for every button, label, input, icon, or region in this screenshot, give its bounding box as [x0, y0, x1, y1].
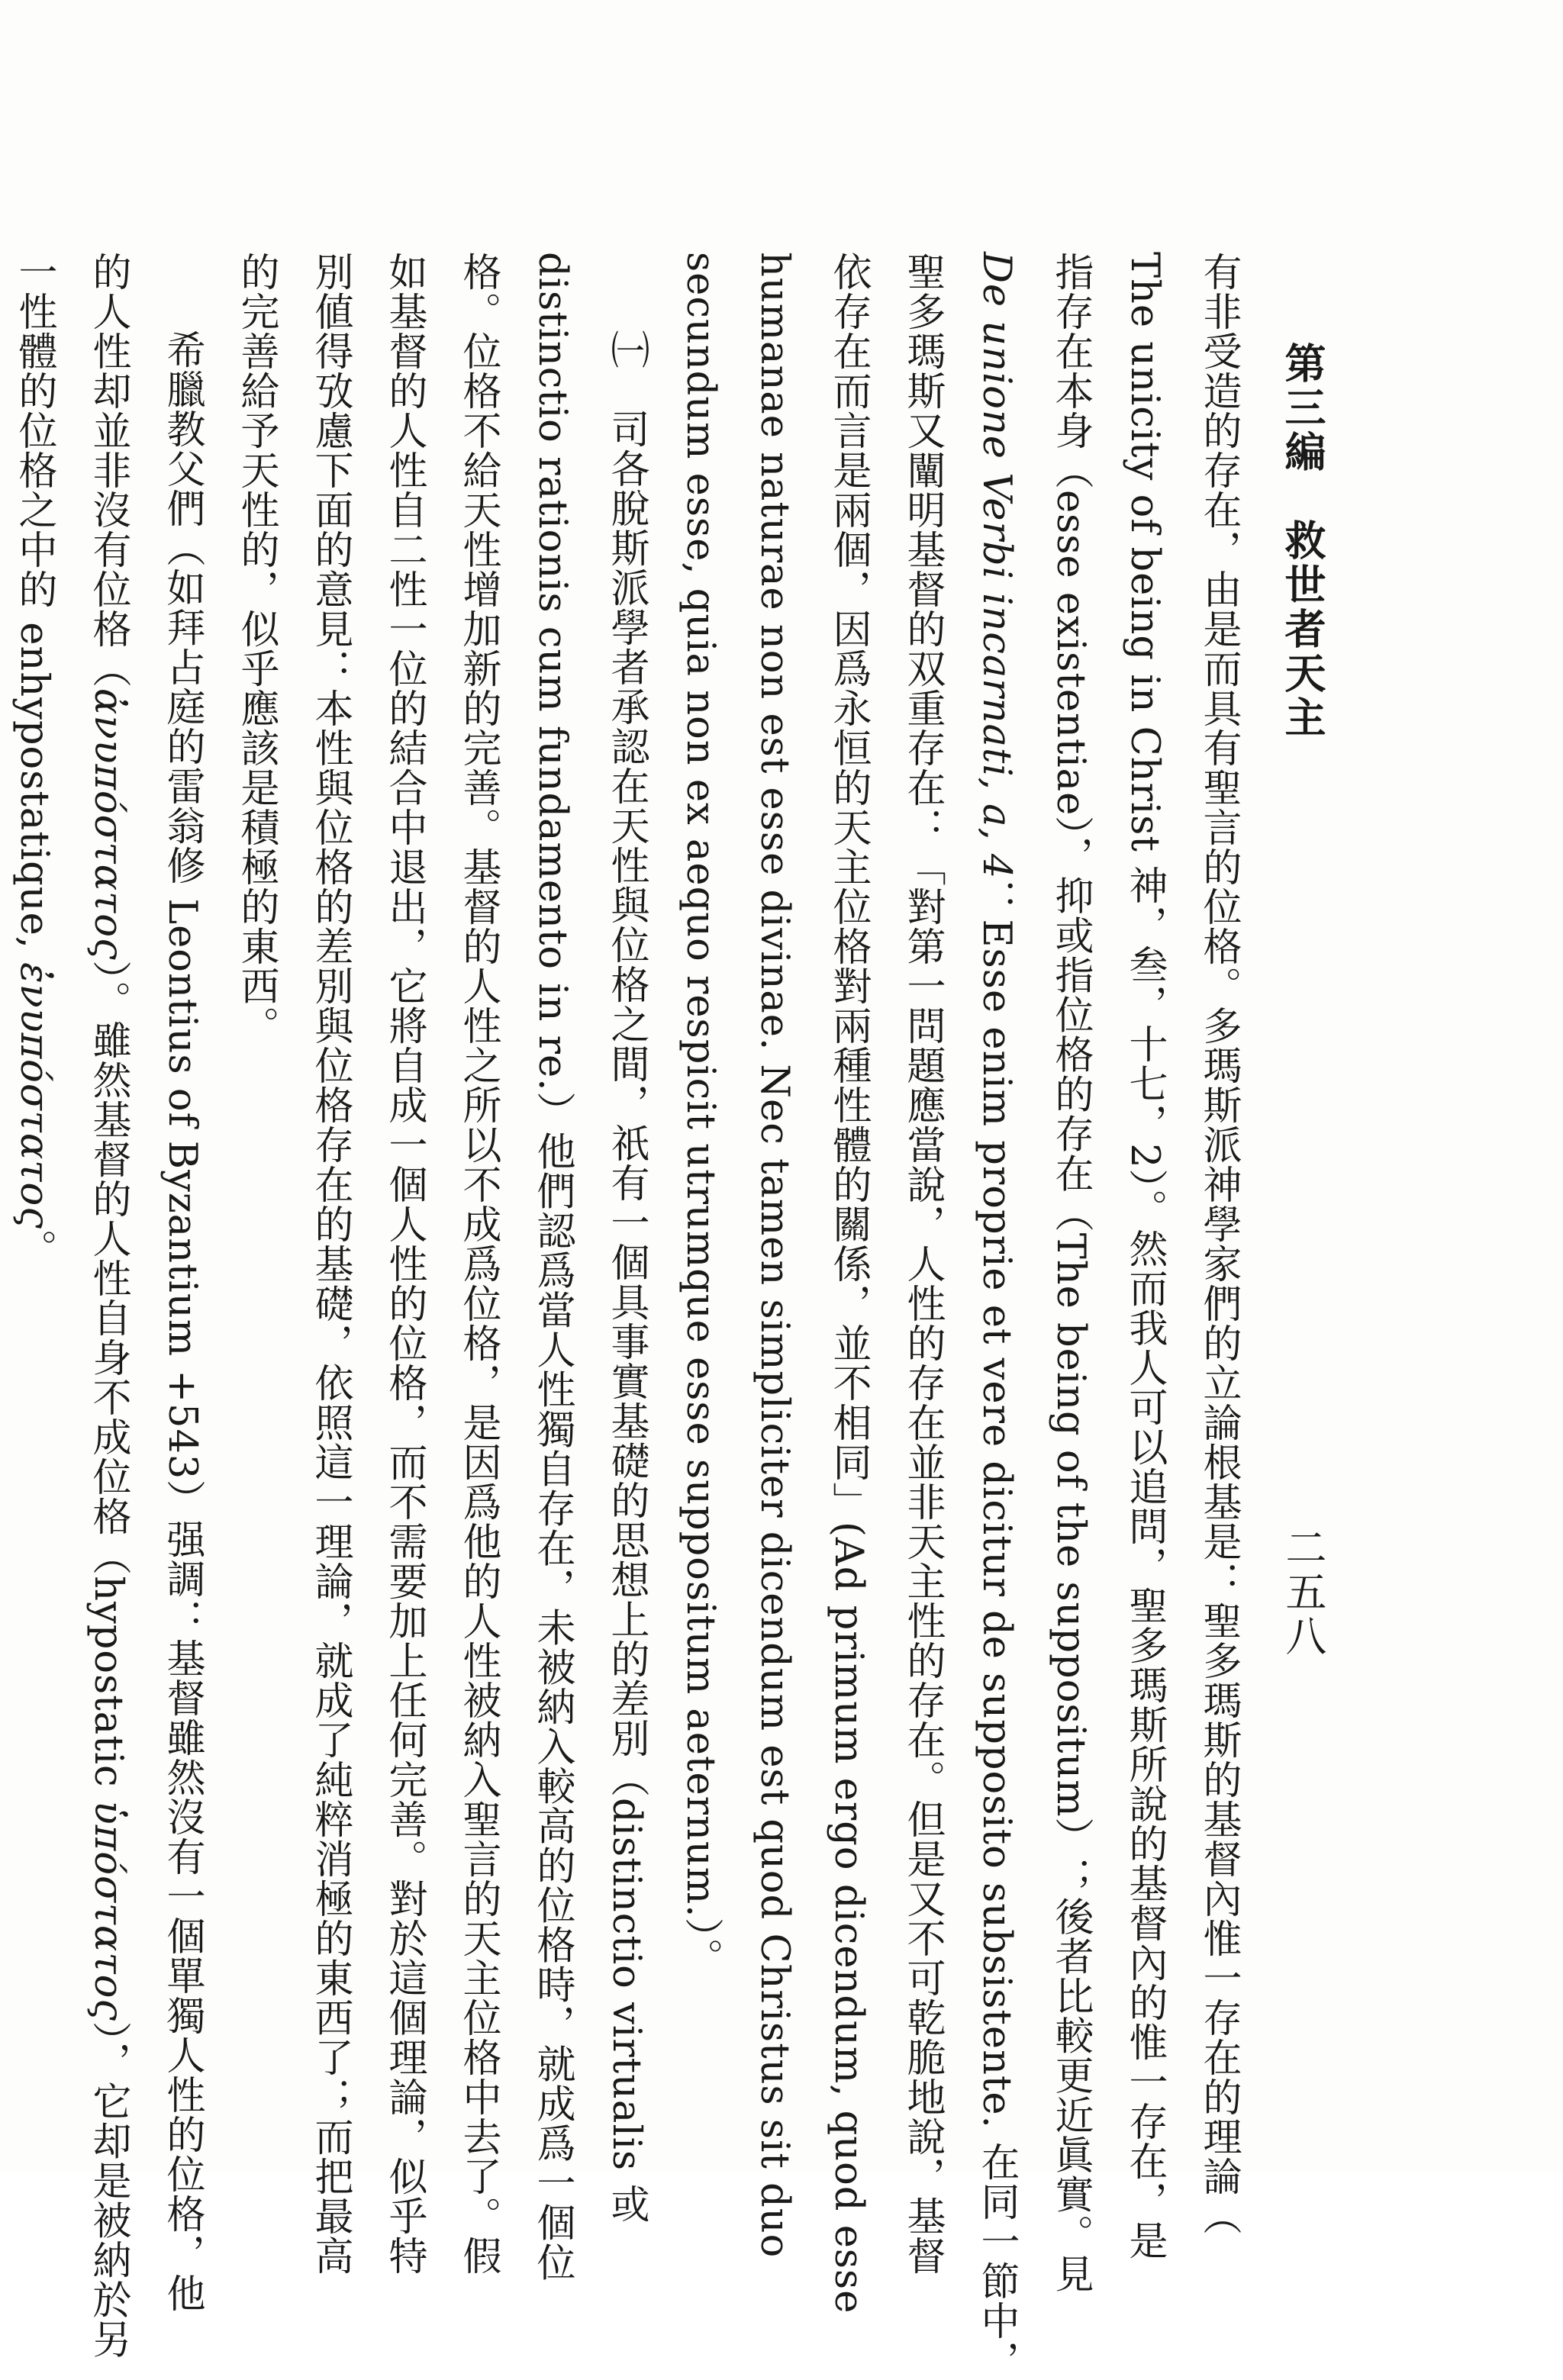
text-segment: humanae naturae non est esse divinae. Nec tamen simpliciter dicendum est quod Christus sit duo [752, 252, 797, 2259]
text-segment: ）。雖然基督的人性自身不成位格（hypostatic [85, 960, 131, 1801]
text-segment: 聖多瑪斯又闡明基督的双重存在：「對第一問題應當說，人性的存在並非天主性的存在。但是又不可乾脆地說，基督 [900, 252, 945, 2275]
text-column [737, 252, 811, 2259]
text-segment: distinctio rationis cum fundamento in re.）他們認爲當人性獨自存在，未被納入較高的位格時，就成爲一個位 [530, 252, 575, 2282]
text-column [367, 252, 441, 2275]
text-column [145, 252, 219, 2314]
text-segment: 指存在本身（esse existentiae），抑或指位格的存在（The being of the suppositum）；後者比較更近眞實。見 [1048, 252, 1093, 2294]
text-segment: 如基督的人性自二性一位的結合中退出，它將自成一個人性的位格，而不需要加上任何完善。對於這個理論，似乎特 [382, 252, 427, 2275]
text-segment: 一性體的位格之中的 enhypostatique, [11, 252, 56, 963]
text-column [959, 252, 1033, 2380]
text-segment: ：Esse enim proprie et vere dicitur de supposito subsistente. 在同一節中， [974, 879, 1019, 2380]
running-title: 第三編 救世者天主 [1278, 342, 1327, 740]
text-column [663, 252, 737, 1978]
text-segment: ἀνυπόστατος [85, 688, 131, 961]
text-column [1181, 252, 1255, 2236]
body-text [11, 252, 1255, 2380]
text-segment: ὑπόστατος [85, 1800, 131, 2021]
text-column [1033, 252, 1107, 2294]
text-column [811, 252, 885, 2314]
page-number: 二五八 [1279, 1526, 1327, 1659]
text-segment: 格。位格不給天性增加新的完善。基督的人性之所以不成爲位格，是因爲他的人性被納入聖言的天主位格中去了。假 [456, 252, 501, 2275]
text-segment: 別値得攷慮下面的意見：本性與位格的差別與位格存在的基礎，依照這一理論，就成了純粹消極的東西了；而把最高 [308, 252, 353, 2275]
text-segment: 。 [11, 1229, 56, 1269]
text-column [71, 252, 145, 2359]
text-segment: 有非受造的存在，由是而具有聖言的位格。多瑪斯派神學家們的立論根基是：聖多瑪斯的基督內惟一存在的理論（ [1196, 252, 1241, 2236]
text-column [219, 252, 293, 1938]
text-segment: secundum esse, quia non ex aequo respicit utrumque esse suppositum aeternum.）。 [678, 252, 723, 1978]
text-segment: 依存在而言是兩個，因爲永恒的天主位格對兩種性體的關係，並不相同」(Ad primum ergo dicendum, quod esse [826, 252, 871, 2314]
text-segment: De unione Verbi incarnati, a, 4 [974, 252, 1019, 880]
text-segment: ），它却是被納於另 [85, 2021, 131, 2359]
text-column [1107, 252, 1181, 2261]
text-segment: The unicity of being in Christ 神，叁，十七，2）。然而我人可以追問，聖多瑪斯所說的基督內的惟一存在，是 [1122, 252, 1167, 2261]
text-column [885, 252, 959, 2275]
text-column [293, 252, 367, 2275]
text-column [589, 252, 663, 2224]
text-segment: 希臘教父們（如拜占庭的雷翁修 Leontius of Byzantium +543）强調：基督雖然沒有一個單獨人性的位格，他 [160, 330, 205, 2314]
text-segment: 的完善給予天性的，似乎應該是積極的東西。 [234, 252, 279, 1045]
text-segment: ㈠ 司各脫斯派學者承認在天性與位格之間，祇有一個具事實基礎的思想上的差別（distinctio virtualis 或 [604, 330, 649, 2224]
text-column [0, 252, 71, 1938]
text-segment: 的人性却並非沒有位格（ [85, 252, 131, 688]
text-column [515, 252, 589, 2282]
text-segment: ἐνυπόστατος [11, 962, 56, 1229]
text-column [441, 252, 515, 2275]
